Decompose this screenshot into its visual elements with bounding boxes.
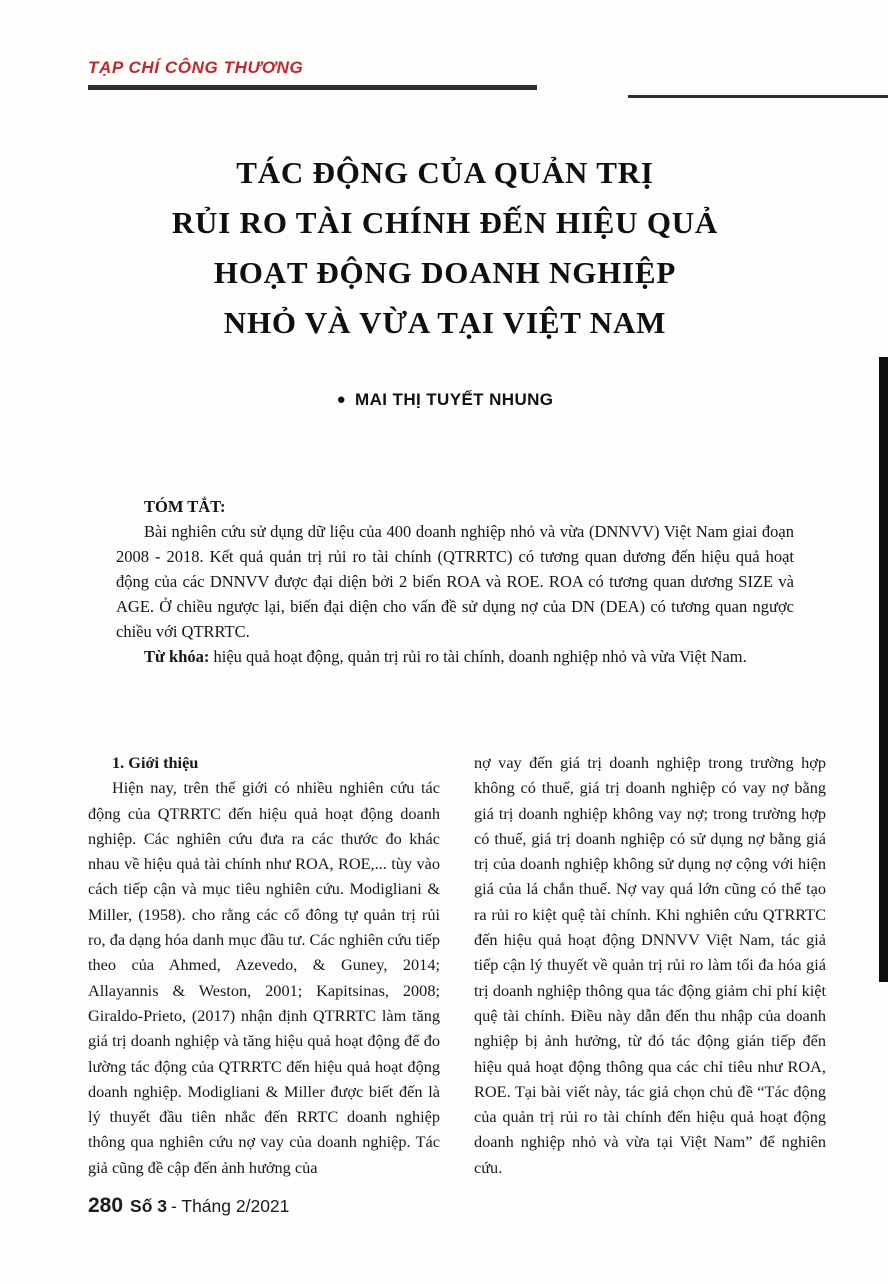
header-rule-right [628,95,888,98]
author-row [60,390,830,410]
article-title-line-3: HOẠT ĐỘNG DOANH NGHIỆP [213,255,677,290]
article-title-line-2: RỦI RO TÀI CHÍNH ĐẾN HIỆU QUẢ [171,205,719,240]
article-title [60,148,830,348]
abstract-section [116,494,794,669]
issue-date: - Tháng 2/2021 [171,1196,290,1216]
keywords-label: Từ khóa: [144,647,210,666]
right-column [474,750,826,1180]
article-title-line-4: NHỎ VÀ VỪA TẠI VIỆT NAM [223,305,667,340]
header-rule-left [88,85,537,90]
abstract-label: TÓM TẮT: [144,497,226,516]
body-columns [88,750,826,1180]
abstract-text: Bài nghiên cứu sử dụng dữ liệu của 400 doanh nghiệp nhỏ và vừa (DNNVV) Việt Nam giai đoạn 2008 - 2018. Kết quả quản trị rủi ro tài chính (QTRRTC) có tương quan dương đến hiệu quả hoạt động của các DNNVV được đại diện bởi 2 biến ROA và ROE. ROA có tương quan dương SIZE và AGE. Ở chiều ngược lại, biến đại diện cho vấn đề sử dụng nợ của DN (DEA) có tương quan ngược chiều với QTRRTC. [116,522,794,641]
author-name: MAI THỊ TUYẾT NHUNG [355,390,554,409]
page-edge-bar [879,357,888,982]
author-bullet-icon: ● [336,391,347,408]
page-footer [88,1194,289,1218]
left-column-paragraph: Hiện nay, trên thế giới có nhiều nghiên cứu tác động của QTRRTC đến hiệu quả hoạt động doanh nghiệp. Các nghiên cứu đưa ra các thước đo khác nhau về hiệu quả tài chính như ROA, ROE,... tùy vào cách tiếp cận và mục tiêu nghiên cứu. Modigliani & Miller, (1958). cho rằng các cổ đông tự quản trị rủi ro, đa dạng hóa danh mục đầu tư. Các nghiên cứu tiếp theo của Ahmed, Azevedo, & Guney, 2014; Allayannis & Weston, 2001; Kapitsinas, 2008; Giraldo-Prieto, (2017) nhận định QTRRTC làm tăng giá trị doanh nghiệp và tăng hiệu quả hoạt động để đo lường tác động của QTRRTC đến hiệu quả hoạt động doanh nghiệp. Modigliani & Miller được biết đến là lý thuyết đầu tiên nhắc đến RRTC doanh nghiệp thông qua nghiên cứu nợ vay của doanh nghiệp. Tác giả cũng đề cập đến ảnh hưởng của [88,778,440,1177]
section-1-heading: 1. Giới thiệu [112,753,199,772]
page-number: 280 [88,1194,124,1217]
issue-number: Số 3 [130,1196,168,1216]
left-column [88,750,440,1180]
journal-logo: TẠP CHÍ CÔNG THƯƠNG [88,58,304,77]
right-column-paragraph: nợ vay đến giá trị doanh nghiệp trong trường hợp không có thuế, giá trị doanh nghiệp có vay nợ bằng giá trị doanh nghiệp không vay nợ; trong trường hợp có thuế, giá trị doanh nghiệp có sử dụng nợ bằng giá trị của doanh nghiệp không sử dụng nợ cộng với hiện giá của lá chắn thuế. Nợ vay quá lớn cũng có thể tạo ra rủi ro kiệt quệ tài chính. Khi nghiên cứu QTRRTC đến hiệu quả hoạt động DNNVV Việt Nam, tác giả tiếp cận lý thuyết về quản trị rủi ro làm tối đa hóa giá trị doanh nghiệp thông qua tác động giảm chi phí kiệt quệ tài chính. Điều này dẫn đến thu nhập của doanh nghiệp bị ảnh hưởng, từ đó tác động gián tiếp đến hiệu quả hoạt động thông qua các chỉ tiêu như ROA, ROE. Tại bài viết này, tác giả chọn chủ đề “Tác động của quản trị rủi ro tài chính đến hiệu quả hoạt động doanh nghiệp nhỏ và vừa tại Việt Nam” để nghiên cứu. [474,753,826,1177]
keywords-line [116,644,794,669]
article-title-line-1: TÁC ĐỘNG CỦA QUẢN TRỊ [236,155,654,190]
keywords-text: hiệu quả hoạt động, quản trị rủi ro tài chính, doanh nghiệp nhỏ và vừa Việt Nam. [209,647,747,666]
